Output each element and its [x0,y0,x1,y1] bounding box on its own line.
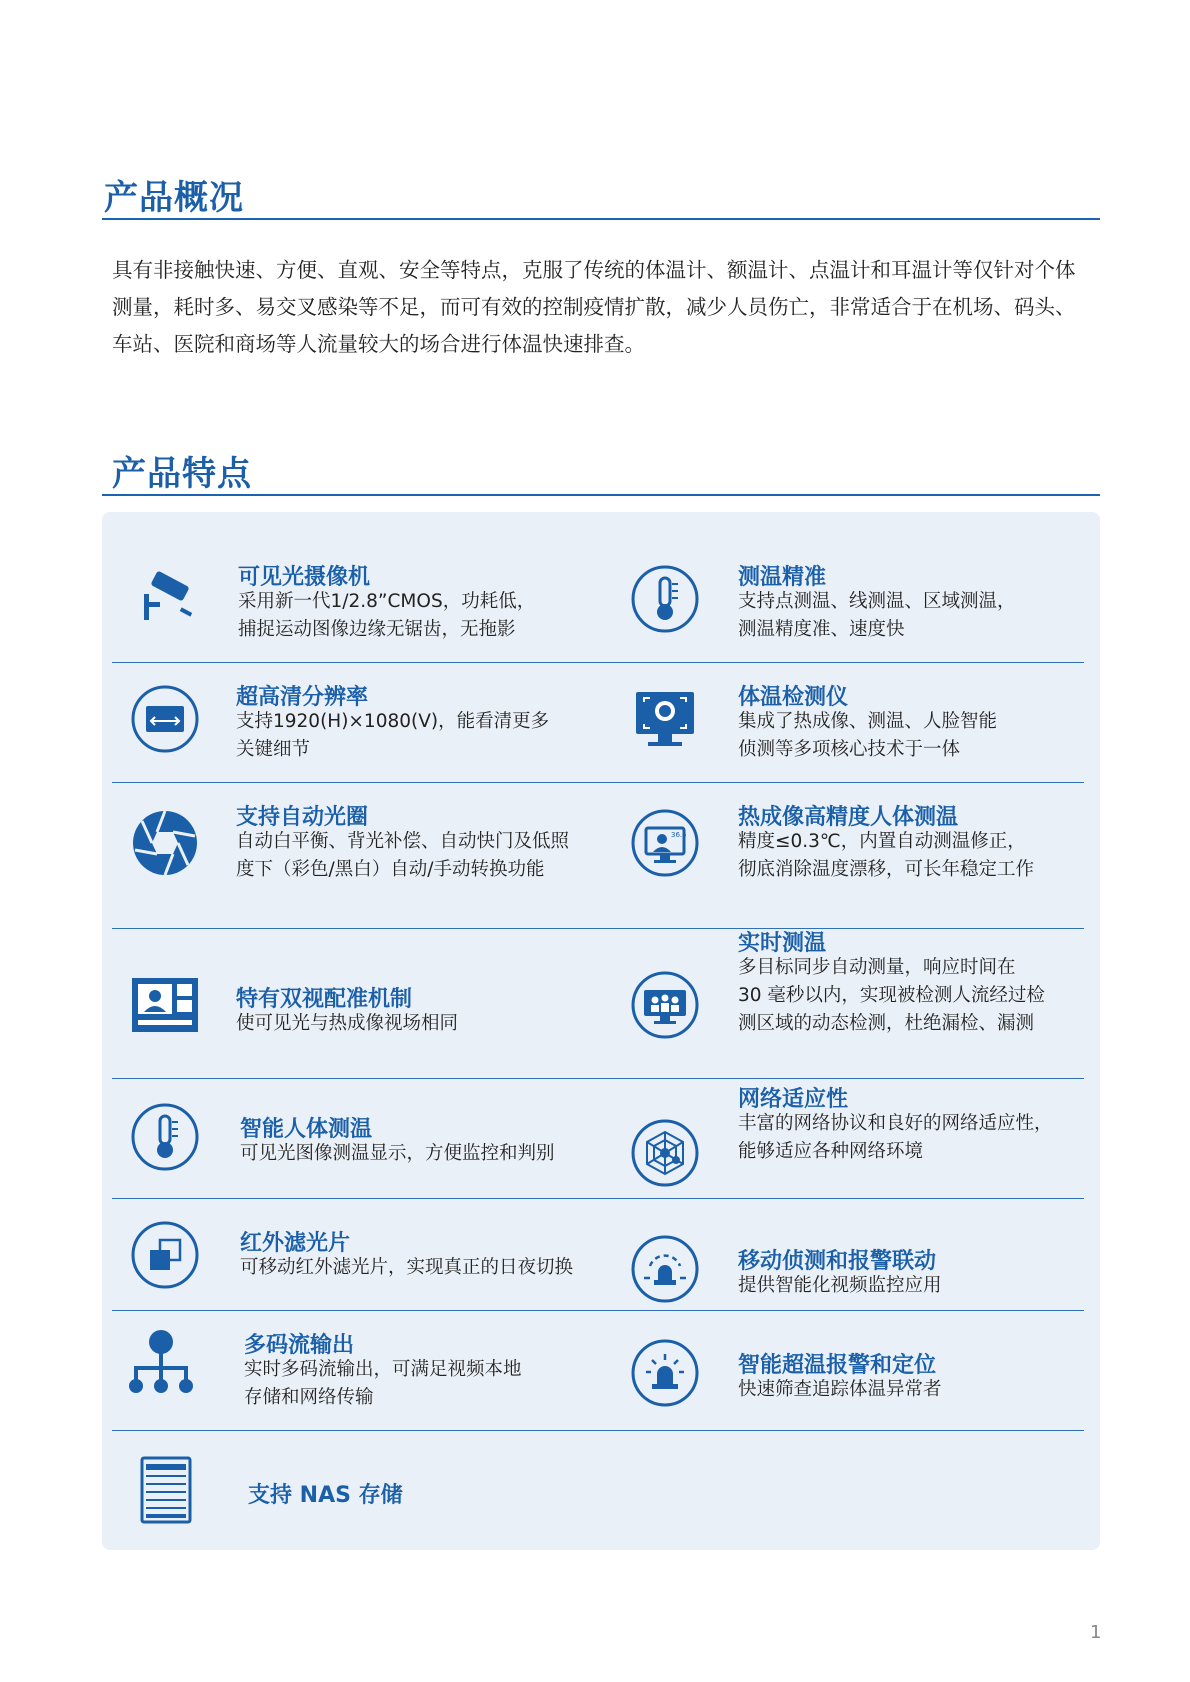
motion-alarm-icon [630,1234,700,1304]
feature-title: 多码流输出 [244,1333,355,1358]
feature-desc: 提供智能化视频监控应用 [738,1275,942,1296]
feature-desc: 丰富的网络协议和良好的网络适应性， 能够适应各种网络环境 [738,1113,1053,1162]
cctv-camera-icon [130,564,200,634]
row-divider [112,1310,1084,1311]
feature-desc: 可移动红外滤光片，实现真正的日夜切换 [240,1257,574,1278]
feature-desc: 采用新一代1/2.8”CMOS，功耗低， 捕捉运动图像边缘无锯齿，无拖影 [238,591,536,640]
overview-title: 产品概况 [104,178,244,218]
thermal-screen-icon [630,808,700,878]
network-web-icon [630,1118,700,1188]
feature-desc: 实时多码流输出，可满足视频本地 存储和网络传输 [244,1359,522,1408]
nas-storage-icon [130,1456,200,1526]
feature-title: 移动侦测和报警联动 [738,1249,937,1274]
row-divider [112,1078,1084,1079]
feature-title: 智能人体测温 [240,1117,373,1142]
feature-desc: 自动白平衡、背光补偿、自动快门及低照 度下（彩色/黑白）自动/手动转换功能 [236,831,570,880]
feature-desc: 支持1920(H)×1080(V)，能看清更多 关键细节 [236,711,550,760]
feature-title: 支持 NAS 存储 [248,1483,403,1508]
feature-title: 实时测温 [738,931,827,956]
overview-divider [102,218,1100,220]
svg-text:36.5: 36.5 [671,831,687,839]
crowd-monitor-icon [630,970,700,1040]
feature-title: 特有双视配准机制 [236,987,413,1012]
features-title: 产品特点 [112,454,252,494]
row-divider [112,782,1084,783]
row-divider [112,662,1084,663]
face-monitor-icon [630,684,700,754]
feature-title: 网络适应性 [738,1087,849,1112]
resolution-icon [130,684,200,754]
feature-title: 测温精准 [738,565,827,590]
thermometer-icon [130,1102,200,1172]
features-panel [102,512,1100,1550]
feature-title: 热成像高精度人体测温 [738,805,959,830]
feature-title: 可见光摄像机 [238,565,371,590]
feature-desc: 集成了热成像、测温、人脸智能 侦测等多项核心技术于一体 [738,711,998,760]
stream-tree-icon [126,1328,196,1398]
aperture-icon [130,808,200,878]
feature-title: 超高清分辨率 [236,685,369,710]
feature-desc: 可见光图像测温显示，方便监控和判别 [240,1143,555,1164]
dual-view-icon [130,970,200,1040]
feature-title: 支持自动光圈 [236,805,369,830]
feature-title: 体温检测仪 [738,685,849,710]
feature-title: 红外滤光片 [240,1231,351,1256]
feature-desc: 多目标同步自动测量，响应时间在 30 毫秒以内，实现被检测人流经过检 测区域的动态检测，杜绝漏检、漏测 [738,957,1045,1034]
feature-desc: 支持点测温、线测温、区域测温， 测温精度准、速度快 [738,591,1016,640]
row-divider [112,928,1084,929]
feature-desc: 快速筛查追踪体温异常者 [738,1379,942,1400]
feature-desc: 使可见光与热成像视场相同 [236,1013,459,1034]
features-divider [102,494,1100,496]
siren-icon [630,1338,700,1408]
overview-text: 具有非接触快速、方便、直观、安全等特点，克服了传统的体温计、额温计、点温计和耳温计等仅针对个体测量，耗时多、易交叉感染等不足，而可有效的控制疫情扩散，减少人员伤亡，非常适合于在机场、码头、车站、医院和商场等人流量较大的场合进行体温快速排查。 [112,258,1076,356]
thermometer-icon [630,564,700,634]
page-number: 1 [1090,1622,1102,1643]
feature-title: 智能超温报警和定位 [738,1353,937,1378]
feature-desc: 精度≤0.3℃，内置自动测温修正， 彻底消除温度漂移，可长年稳定工作 [738,831,1035,880]
row-divider [112,1430,1084,1431]
filter-icon [130,1220,200,1290]
row-divider [112,1198,1084,1199]
